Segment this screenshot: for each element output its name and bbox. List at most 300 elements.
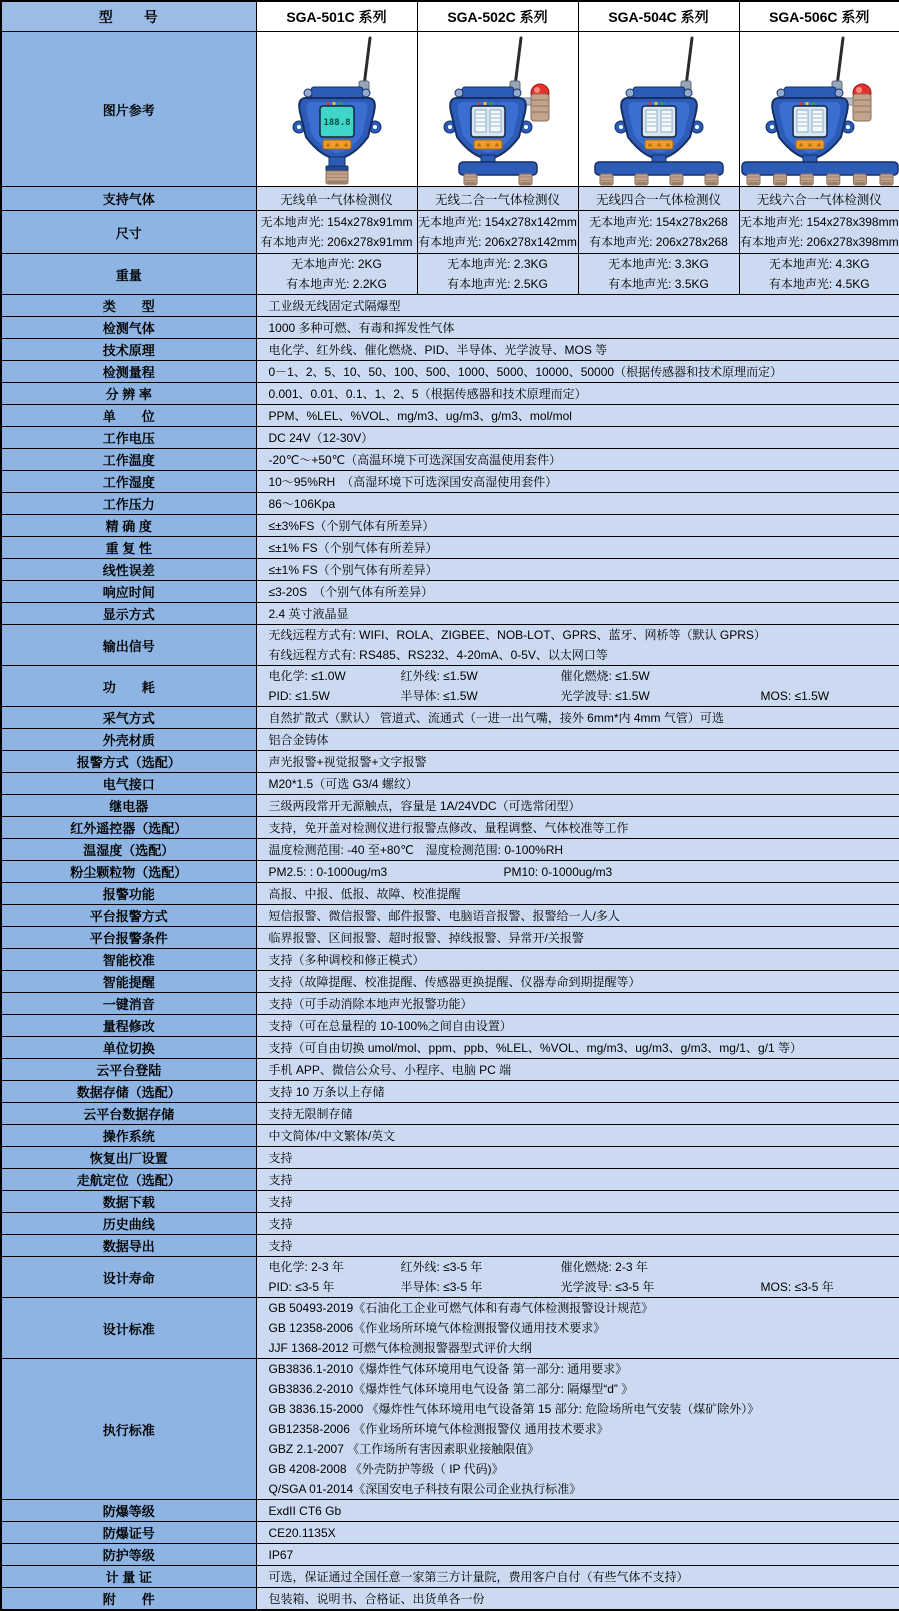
sensor-probe (747, 174, 760, 185)
product-image-cell (417, 32, 578, 187)
detector-body (615, 87, 703, 159)
spec-label: 云平台数据存储 (1, 1103, 256, 1125)
spec-value (256, 1191, 899, 1213)
spec-value (256, 1522, 899, 1544)
spec-label: 电气接口 (1, 773, 256, 795)
weight-value: 无本地声光: 3.3KG (579, 254, 739, 274)
spec-line: IP67 (269, 1545, 896, 1565)
spec-row (1, 449, 899, 471)
spec-line: 无线远程方式有: WIFI、ROLA、ZIGBEE、NOB-LOT、GPRS、蓝牙、网桥等（默认 GPRS） (269, 625, 896, 645)
spec-label: 精 确 度 (1, 515, 256, 537)
spec-line: 0－1、2、5、10、50、100、500、1000、5000、10000、50000（根据传感器和技术原理而定） (269, 362, 896, 382)
spec-value (256, 666, 899, 707)
spec-label: 重 复 性 (1, 537, 256, 559)
spec-line: GB12358-2006 《作业场所环境气体检测报警仪 通用技术要求》 (269, 1419, 896, 1439)
spec-row (1, 1566, 899, 1588)
spec-row (1, 1213, 899, 1235)
spec-label: 粉尘颗粒物（选配） (1, 861, 256, 883)
model-name: SGA-501C 系列 (256, 1, 417, 32)
spec-row (1, 493, 899, 515)
spec-value (256, 707, 899, 729)
spec-row (1, 707, 899, 729)
spec-line: 1000 多种可燃、有毒和挥发性气体 (269, 318, 896, 338)
spec-line: GB3836.2-2010《爆炸性气体环境用电气设备 第二部分: 隔爆型“d” 》 (269, 1379, 896, 1399)
sensor-manifold (459, 155, 537, 185)
image-row (1, 32, 899, 187)
spec-value (256, 1235, 899, 1257)
spec-value (256, 581, 899, 603)
size-value: 有本地声光: 206x278x91mm (257, 232, 417, 252)
spec-line (269, 1277, 896, 1297)
spec-line: 2.4 英寸液晶显 (269, 604, 896, 624)
spec-label: 温湿度（选配） (1, 839, 256, 861)
antenna-icon (510, 38, 521, 92)
svg-text:188.8: 188.8 (323, 118, 350, 128)
spec-line: 高报、中报、低报、故障、校准提醒 (269, 884, 896, 904)
weight-value: 有本地声光: 2.2KG (257, 274, 417, 294)
spec-value (256, 795, 899, 817)
sensor-probe (880, 174, 893, 185)
spec-row (1, 537, 899, 559)
spec-label: 报警功能 (1, 883, 256, 905)
weight-cell (739, 254, 899, 295)
spec-row (1, 383, 899, 405)
spec-line: 支持无限制存储 (269, 1104, 896, 1124)
spec-row (1, 905, 899, 927)
spec-label: 数据下载 (1, 1191, 256, 1213)
spec-value (256, 1500, 899, 1522)
spec-label: 响应时间 (1, 581, 256, 603)
gas-detector-illustration (740, 32, 899, 186)
gas-detector-illustration (579, 32, 740, 186)
spec-row (1, 1037, 899, 1059)
spec-line: 温度检测范围: -40 至+80℃ 湿度检测范围: 0-100%RH (269, 840, 896, 860)
image-row-label: 图片参考 (1, 32, 256, 187)
product-image-cell (256, 32, 417, 187)
spec-row (1, 993, 899, 1015)
spec-line: 铝合金铸体 (269, 730, 896, 750)
spec-label: 智能提醒 (1, 971, 256, 993)
detector-body (293, 87, 381, 159)
spec-value (256, 905, 899, 927)
spec-label: 一键消音 (1, 993, 256, 1015)
spec-line: 10～95%RH （高湿环境下可选深国安高湿使用套件） (269, 472, 896, 492)
spec-line: DC 24V（12-30V） (269, 428, 896, 448)
spec-row (1, 1522, 899, 1544)
sensor-probe (519, 174, 532, 185)
weight-value: 有本地声光: 3.5KG (579, 274, 739, 294)
size-row-label: 尺寸 (1, 211, 256, 254)
model-header-row (1, 1, 899, 32)
spec-label: 执行标准 (1, 1359, 256, 1500)
spec-row (1, 861, 899, 883)
spec-label: 采气方式 (1, 707, 256, 729)
spec-label: 显示方式 (1, 603, 256, 625)
spec-row (1, 1544, 899, 1566)
spec-line: 有线远程方式有: RS485、RS232、4-20mA、0-5V、以太网口等 (269, 645, 896, 665)
spec-line: GB3836.1-2010《爆炸性气体环境用电气设备 第一部分: 通用要求》 (269, 1359, 896, 1379)
spec-line: 支持 (269, 1214, 896, 1234)
spec-label: 检测量程 (1, 361, 256, 383)
sensor-probe (600, 174, 613, 185)
spec-line: 工业级无线固定式隔爆型 (269, 296, 896, 316)
spec-value (256, 559, 899, 581)
spec-value (256, 1544, 899, 1566)
spec-line: GB 50493-2019《石油化工企业可燃气体和有毒气体检测报警设计规范》 (269, 1298, 896, 1318)
spec-line: 可选，保证通过全国任意一家第三方计量院，费用客户自付（有些气体不支持） (269, 1567, 896, 1587)
spec-value (256, 839, 899, 861)
spec-label: 继电器 (1, 795, 256, 817)
spec-label: 平台报警条件 (1, 927, 256, 949)
spec-segment: PM10: 0-1000ug/m3 (504, 862, 613, 882)
spec-line: 支持（可自由切换 umol/mol、ppm、ppb、%LEL、%VOL、mg/m3、ug/m3、g/m3、mg/1、g/1 等） (269, 1038, 896, 1058)
spec-label: 工作温度 (1, 449, 256, 471)
spec-segment: MOS: ≤3-5 年 (761, 1277, 834, 1297)
spec-line (269, 862, 896, 882)
spec-segment: 红外线: ≤3-5 年 (401, 1257, 561, 1277)
size-value: 无本地声光: 154x278x142mm (418, 212, 578, 232)
weight-value: 无本地声光: 4.3KG (740, 254, 899, 274)
antenna-icon (359, 38, 370, 92)
spec-value (256, 1257, 899, 1298)
model-name: SGA-506C 系列 (739, 1, 899, 32)
spec-segment: 催化燃烧: 2-3 年 (561, 1257, 761, 1277)
spec-value (256, 1125, 899, 1147)
size-value: 有本地声光: 206x278x398mm (740, 232, 899, 252)
size-cell (417, 211, 578, 254)
gas-type: 无线二合一气体检测仪 (417, 187, 578, 211)
weight-row (1, 254, 899, 295)
spec-line: GBZ 2.1-2007 《工作场所有害因素职业接触限值》 (269, 1439, 896, 1459)
spec-row (1, 1298, 899, 1359)
spec-value (256, 1059, 899, 1081)
spec-label: 量程修改 (1, 1015, 256, 1037)
spec-label: 红外遥控器（选配） (1, 817, 256, 839)
spec-line: 支持（可在总量程的 10-100%之间自由设置） (269, 1016, 896, 1036)
spec-row (1, 1588, 899, 1611)
spec-line: 0.001、0.01、0.1、1、2、5（根据传感器和技术原理而定） (269, 384, 896, 404)
spec-value (256, 1103, 899, 1125)
spec-row (1, 581, 899, 603)
spec-value (256, 729, 899, 751)
spec-value (256, 383, 899, 405)
spec-line: 包装箱、说明书、合格证、出货单各一份 (269, 1589, 896, 1609)
spec-value (256, 471, 899, 493)
spec-line: GB 12358-2006《作业场所环境气体检测报警仪通用技术要求》 (269, 1318, 896, 1338)
spec-value (256, 1298, 899, 1359)
sensor-probe (464, 174, 477, 185)
spec-label: 报警方式（选配） (1, 751, 256, 773)
spec-label: 工作湿度 (1, 471, 256, 493)
spec-value (256, 1015, 899, 1037)
weight-row-label: 重量 (1, 254, 256, 295)
spec-segment: MOS: ≤1.5W (761, 686, 830, 706)
spec-row (1, 1191, 899, 1213)
spec-line: 电化学、红外线、催化燃烧、PID、半导体、光学波导、MOS 等 (269, 340, 896, 360)
spec-segment: 催化燃烧: ≤1.5W (561, 666, 761, 686)
gas-row-label: 支持气体 (1, 187, 256, 211)
spec-row (1, 927, 899, 949)
spec-line: ≤±3%FS（个别气体有所差异） (269, 516, 896, 536)
spec-line: Q/SGA 01-2014《深国安电子科技有限公司企业执行标准》 (269, 1479, 896, 1499)
spec-line (269, 1257, 896, 1277)
spec-label: 平台报警方式 (1, 905, 256, 927)
spec-line: 支持 (269, 1170, 896, 1190)
size-value: 有本地声光: 206x278x268 (579, 232, 739, 252)
spec-row (1, 795, 899, 817)
spec-label: 类 型 (1, 295, 256, 317)
spec-segment: 电化学: ≤1.0W (269, 666, 401, 686)
gas-type: 无线单一气体检测仪 (256, 187, 417, 211)
supported-gas-row (1, 187, 899, 211)
spec-label: 智能校准 (1, 949, 256, 971)
spec-value (256, 773, 899, 795)
spec-label: 数据存储（选配） (1, 1081, 256, 1103)
spec-row (1, 317, 899, 339)
spec-rows-body (1, 295, 899, 1611)
spec-segment: PID: ≤1.5W (269, 686, 401, 706)
spec-label: 单 位 (1, 405, 256, 427)
detector-body (444, 87, 532, 159)
spec-row (1, 471, 899, 493)
size-cell (578, 211, 739, 254)
spec-row (1, 1169, 899, 1191)
size-value: 无本地声光: 154x278x398mm (740, 212, 899, 232)
spec-row (1, 729, 899, 751)
spec-line (269, 666, 896, 686)
spec-value (256, 603, 899, 625)
spec-value (256, 537, 899, 559)
sensor-probe (670, 174, 683, 185)
spec-line: 支持（多种调校和修正模式） (269, 950, 896, 970)
gas-type: 无线六合一气体检测仪 (739, 187, 899, 211)
weight-value: 无本地声光: 2.3KG (418, 254, 578, 274)
spec-line: 支持，免开盖对检测仪进行报警点修改、量程调整、气体校准等工作 (269, 818, 896, 838)
spec-label: 工作压力 (1, 493, 256, 515)
spec-value (256, 1081, 899, 1103)
spec-row (1, 1081, 899, 1103)
weight-cell (417, 254, 578, 295)
spec-line: 支持 (269, 1236, 896, 1256)
weight-value: 无本地声光: 2KG (257, 254, 417, 274)
spec-value (256, 493, 899, 515)
spec-row (1, 1147, 899, 1169)
sensor-probe (326, 157, 348, 184)
spec-label: 技术原理 (1, 339, 256, 361)
model-name: SGA-502C 系列 (417, 1, 578, 32)
spec-line: 临界报警、区间报警、超时报警、掉线报警、异常开/关报警 (269, 928, 896, 948)
spec-label: 操作系统 (1, 1125, 256, 1147)
spec-line: 中文简体/中文繁体/英文 (269, 1126, 896, 1146)
spec-label: 工作电压 (1, 427, 256, 449)
sensor-probe (635, 174, 648, 185)
spec-line: GB 3836.15-2000 《爆炸性气体环境用电气设备第 15 部分: 危险场所电气安装（煤矿除外）》 (269, 1399, 896, 1419)
spec-line: ExdII CT6 Gb (269, 1501, 896, 1521)
spec-line: JJF 1368-2012 可燃气体检测报警器型式评价大纲 (269, 1338, 896, 1358)
spec-row (1, 949, 899, 971)
spec-label: 云平台登陆 (1, 1059, 256, 1081)
size-value: 无本地声光: 154x278x91mm (257, 212, 417, 232)
spec-row (1, 1359, 899, 1500)
spec-row (1, 625, 899, 666)
spec-label: 分 辨 率 (1, 383, 256, 405)
spec-value (256, 515, 899, 537)
sensor-probe (773, 174, 786, 185)
spec-row (1, 1257, 899, 1298)
spec-value (256, 927, 899, 949)
size-value: 无本地声光: 154x278x268 (579, 212, 739, 232)
weight-cell (256, 254, 417, 295)
spec-label: 功 耗 (1, 666, 256, 707)
spec-row (1, 1015, 899, 1037)
spec-label: 计 量 证 (1, 1566, 256, 1588)
weight-value: 有本地声光: 2.5KG (418, 274, 578, 294)
weight-value: 有本地声光: 4.5KG (740, 274, 899, 294)
spec-label: 输出信号 (1, 625, 256, 666)
spec-line: M20*1.5（可选 G3/4 螺纹） (269, 774, 896, 794)
model-name: SGA-504C 系列 (578, 1, 739, 32)
spec-row (1, 1103, 899, 1125)
spec-line: 支持 (269, 1192, 896, 1212)
spec-line: ≤3-20S （个别气体有所差异） (269, 582, 896, 602)
sensor-manifold (742, 155, 898, 185)
model-header-label: 型 号 (1, 1, 256, 32)
spec-value (256, 993, 899, 1015)
spec-line: 三级两段常开无源触点，容量是 1A/24VDC（可选常闭型） (269, 796, 896, 816)
spec-row (1, 1235, 899, 1257)
spec-row (1, 1059, 899, 1081)
spec-segment: 半导体: ≤3-5 年 (401, 1277, 561, 1297)
spec-line: PPM、%LEL、%VOL、mg/m3、ug/m3、g/m3、mol/mol (269, 406, 896, 426)
spec-value (256, 971, 899, 993)
spec-value (256, 361, 899, 383)
spec-line: GB 4208-2008 《外壳防护等级（ IP 代码)》 (269, 1459, 896, 1479)
detector-body (766, 87, 854, 159)
spec-line: 自然扩散式（默认） 管道式、流通式（一进一出气嘴，接外 6mm*内 4mm 气管）可选 (269, 708, 896, 728)
spec-line: 声光报警+视觉报警+文字报警 (269, 752, 896, 772)
spec-label: 防爆证号 (1, 1522, 256, 1544)
spec-segment: 光学波导: ≤1.5W (561, 686, 761, 706)
spec-label: 检测气体 (1, 317, 256, 339)
antenna-icon (681, 38, 692, 92)
spec-row (1, 427, 899, 449)
spec-label: 防爆等级 (1, 1500, 256, 1522)
spec-line: 支持（可手动消除本地声光报警功能） (269, 994, 896, 1014)
spec-line: 支持 (269, 1148, 896, 1168)
spec-value (256, 1169, 899, 1191)
spec-label: 线性误差 (1, 559, 256, 581)
spec-line: 支持（故障提醒、校准提醒、传感器更换提醒、仪器寿命到期提醒等） (269, 972, 896, 992)
spec-value (256, 861, 899, 883)
spec-row (1, 515, 899, 537)
spec-segment: 半导体: ≤1.5W (401, 686, 561, 706)
product-image-cell (739, 32, 899, 187)
spec-row (1, 1125, 899, 1147)
gas-type: 无线四合一气体检测仪 (578, 187, 739, 211)
sensor-probe (800, 174, 813, 185)
spec-value (256, 339, 899, 361)
spec-label: 数据导出 (1, 1235, 256, 1257)
spec-row (1, 339, 899, 361)
spec-value (256, 625, 899, 666)
spec-label: 单位切换 (1, 1037, 256, 1059)
antenna-icon (832, 38, 843, 92)
size-cell (739, 211, 899, 254)
spec-value (256, 751, 899, 773)
spec-row (1, 361, 899, 383)
spec-label: 历史曲线 (1, 1213, 256, 1235)
product-image-cell (578, 32, 739, 187)
spec-segment: 光学波导: ≤3-5 年 (561, 1277, 761, 1297)
spec-row (1, 603, 899, 625)
sensor-probe (853, 174, 866, 185)
spec-line: 手机 APP、微信公众号、小程序、电脑 PC 端 (269, 1060, 896, 1080)
gas-detector-illustration (257, 32, 418, 186)
spec-label: 恢复出厂设置 (1, 1147, 256, 1169)
spec-row (1, 405, 899, 427)
spec-label: 附 件 (1, 1588, 256, 1611)
spec-label: 防护等级 (1, 1544, 256, 1566)
sensor-probe (705, 174, 718, 185)
spec-value (256, 1566, 899, 1588)
spec-line: ≤±1% FS（个别气体有所差异） (269, 560, 896, 580)
spec-label: 外壳材质 (1, 729, 256, 751)
spec-value (256, 883, 899, 905)
size-row (1, 211, 899, 254)
spec-value (256, 817, 899, 839)
size-cell (256, 211, 417, 254)
spec-value (256, 1147, 899, 1169)
spec-value (256, 1359, 899, 1500)
spec-segment: PM2.5: : 0-1000ug/m3 (269, 862, 504, 882)
spec-label: 设计寿命 (1, 1257, 256, 1298)
spec-label: 走航定位（选配） (1, 1169, 256, 1191)
spec-row (1, 817, 899, 839)
spec-row (1, 1500, 899, 1522)
spec-row (1, 773, 899, 795)
gas-detector-illustration (418, 32, 579, 186)
spec-value (256, 1213, 899, 1235)
spec-row (1, 295, 899, 317)
spec-line (269, 686, 896, 706)
spec-value (256, 949, 899, 971)
weight-cell (578, 254, 739, 295)
spec-value (256, 427, 899, 449)
spec-line: 86～106Kpa (269, 494, 896, 514)
spec-value (256, 405, 899, 427)
spec-value (256, 317, 899, 339)
spec-value (256, 1588, 899, 1611)
spec-label: 设计标准 (1, 1298, 256, 1359)
sensor-manifold (595, 155, 723, 185)
spec-segment: PID: ≤3-5 年 (269, 1277, 401, 1297)
sensor-probe (826, 174, 839, 185)
spec-row (1, 883, 899, 905)
spec-value (256, 295, 899, 317)
spec-value (256, 1037, 899, 1059)
spec-line: CE20.1135X (269, 1523, 896, 1543)
spec-line: ≤±1% FS（个别气体有所差异） (269, 538, 896, 558)
spec-row (1, 971, 899, 993)
spec-segment: 电化学: 2-3 年 (269, 1257, 401, 1277)
spec-line: -20℃～+50℃（高温环境下可选深国安高温使用套件） (269, 450, 896, 470)
size-value: 有本地声光: 206x278x142mm (418, 232, 578, 252)
spec-line: 支持 10 万条以上存储 (269, 1082, 896, 1102)
spec-row (1, 751, 899, 773)
spec-row (1, 666, 899, 707)
spec-row (1, 559, 899, 581)
spec-row (1, 839, 899, 861)
